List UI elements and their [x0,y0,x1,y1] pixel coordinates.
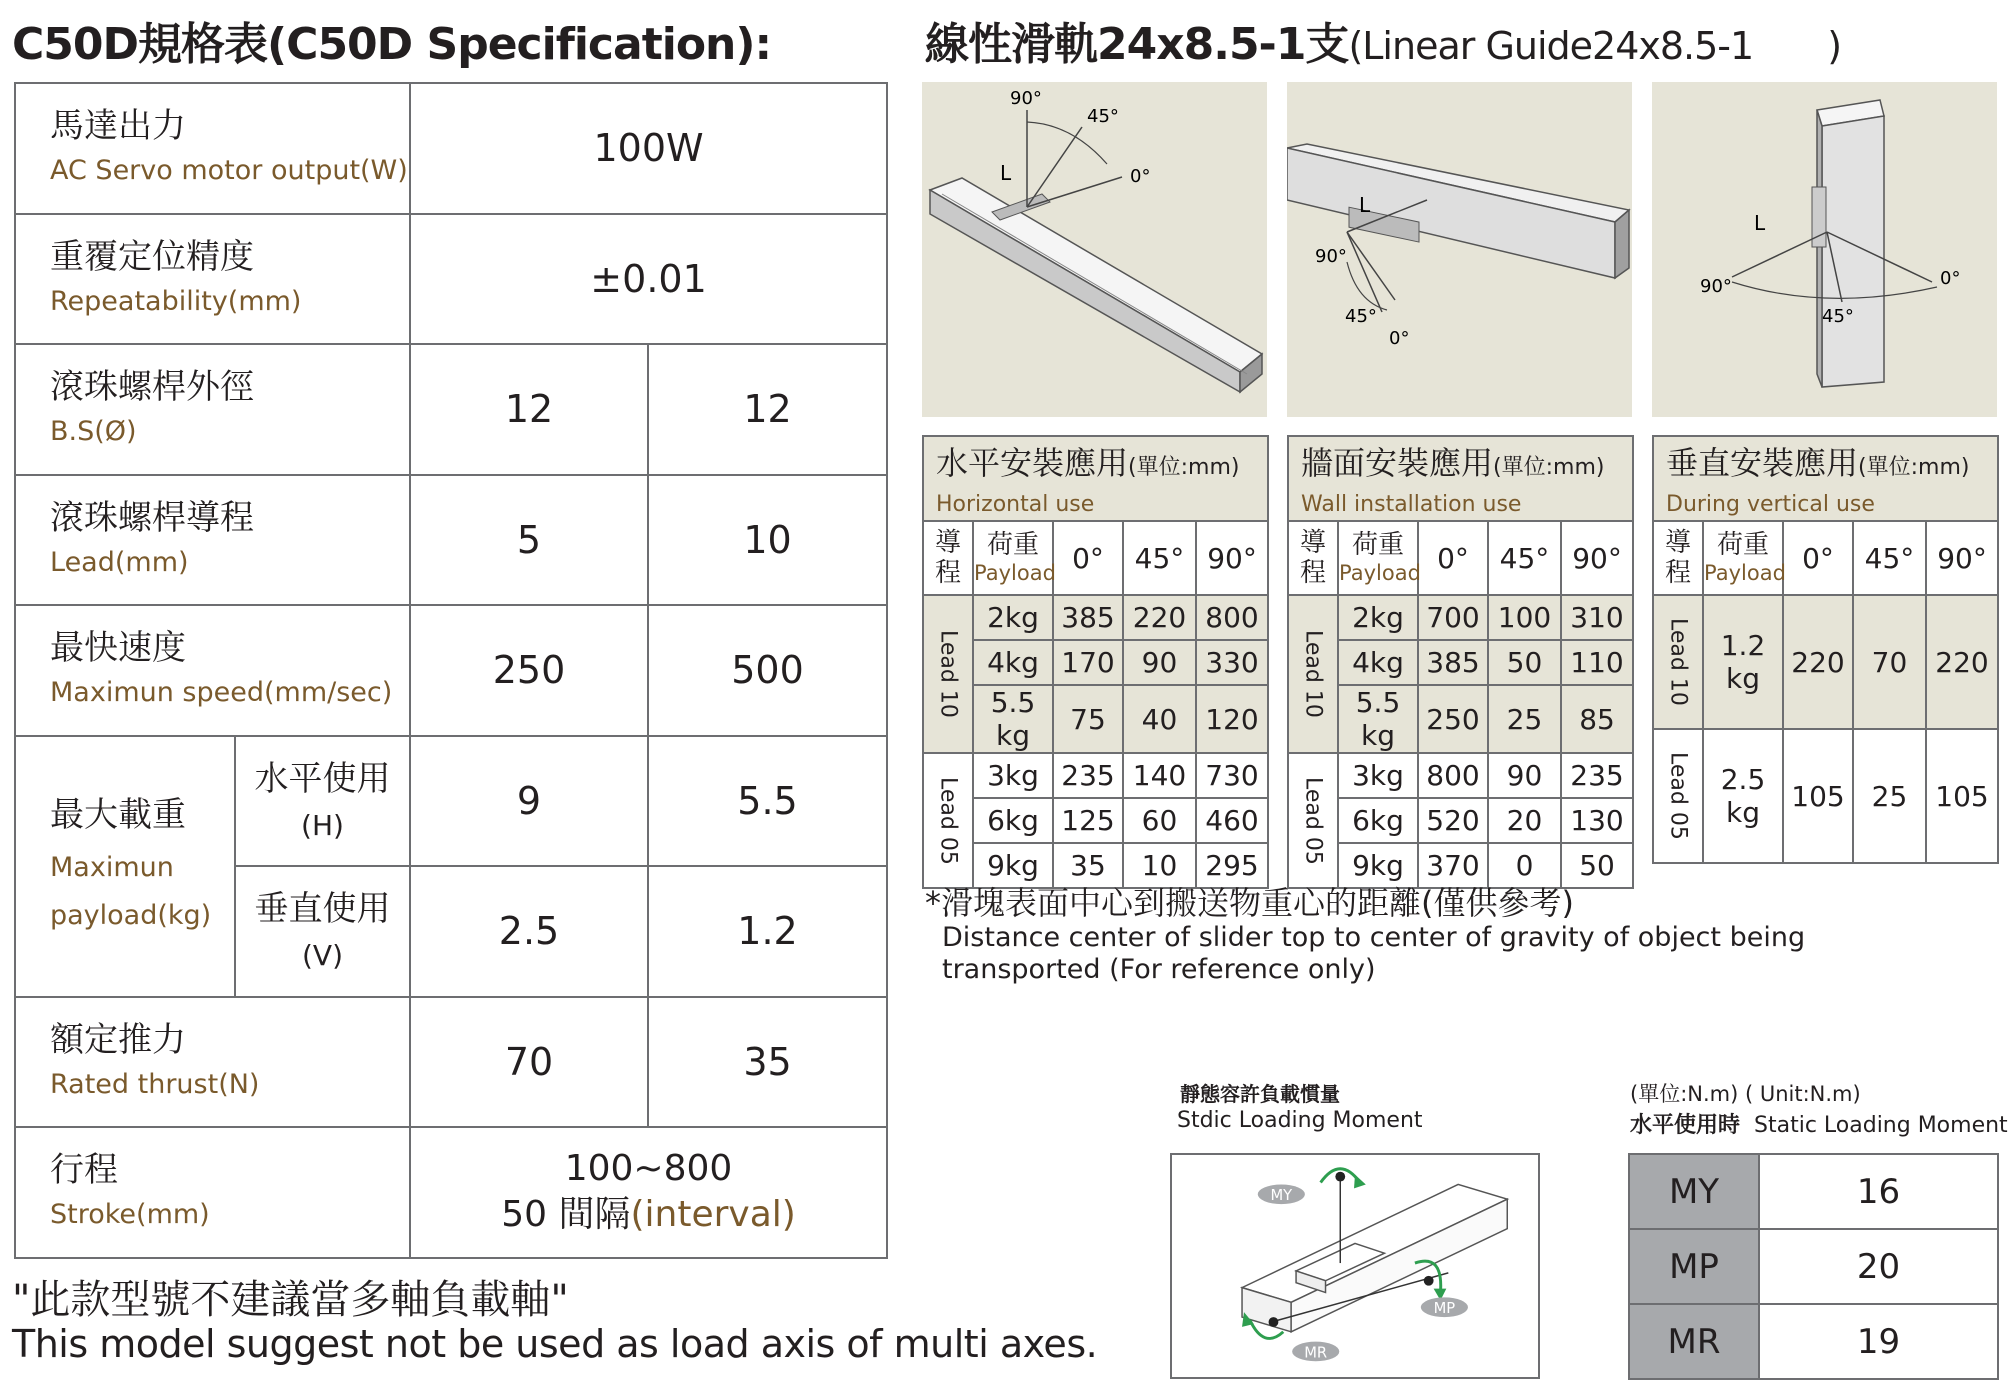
wall-load-title [1301,437,1632,490]
table-row [1288,685,1633,753]
moment-table [1628,1153,1999,1380]
table-cell: 220 [1783,595,1853,729]
payload-v-label [235,866,410,997]
table-cell: 370 [1418,843,1488,888]
horizontal-distance-label: L [1000,161,1012,185]
lead-label-zh: 滾珠螺桿導程 [50,497,254,538]
col-payload-zh: 荷重 [1716,530,1769,560]
payload-label-cell [15,736,235,997]
moment-key-mr: MR [1629,1304,1759,1379]
static-moment-en: Static Loading Moment [1754,1113,2008,1138]
table-row [1288,798,1633,843]
table-cell: 5.5 kg [1338,685,1418,753]
moment-value-mp: 20 [1759,1229,1998,1304]
moment-unit: (單位:N.m) ( Unit:N.m) [1630,1082,1861,1106]
moment-diagram [1170,1153,1540,1379]
vertical-load-header [1653,436,1998,521]
distance-note-zh: *滑塊表面中心到搬送物重心的距離(僅供參考) [925,884,1574,922]
distance-note-en-line2: transported (For reference only) [942,954,1376,985]
table-cell: 70 [1853,595,1926,729]
table-row [923,595,1268,640]
spec-label-cell [15,605,410,736]
moment-title-en: Stdic Loading Moment [1177,1108,1423,1133]
static-moment-zh: 水平使用時 [1630,1113,1741,1138]
vertical-mount-diagram [1652,82,1997,417]
stroke-label-en: Stroke(mm) [50,1199,210,1231]
table-cell: 90 [1488,753,1561,798]
bs-label-en: B.S(Ø) [50,416,137,448]
horizontal-angle-0-label: 0° [1130,166,1151,187]
col-0-header: 0° [1418,521,1488,595]
stroke-interval-zh: 50 間隔 [501,1194,631,1236]
payload-h-label [235,736,410,867]
bs-value-2: 12 [648,344,887,475]
spec-row-speed [15,605,887,736]
table-row [1629,1154,1998,1229]
col-45-header: 45° [1853,521,1926,595]
speed-label-zh: 最快速度 [50,628,186,669]
table-cell: 130 [1561,798,1633,843]
vertical-load-title-en: During vertical use [1666,492,1875,517]
wall-angle-90-label: 90° [1315,246,1347,267]
stroke-value [410,1127,887,1258]
col-payload-zh: 荷重 [986,530,1039,560]
table-cell: 1.2 kg [1703,595,1783,729]
table-cell: 3kg [1338,753,1418,798]
spec-table [14,82,888,1259]
motor-label-en: AC Servo motor output(W) [50,155,408,187]
spec-label-cell [15,475,410,606]
table-cell: 9kg [973,843,1053,888]
payload-h-en: (H) [301,808,344,842]
spec-label-cell [15,997,410,1128]
vertical-load-title [1666,437,1997,490]
col-45-header: 45° [1488,521,1561,595]
table-cell: 295 [1196,843,1268,888]
table-cell: 170 [1053,640,1123,685]
table-cell: 20 [1488,798,1561,843]
vertical-mount-illustration [1652,82,1997,417]
table-cell: 25 [1853,729,1926,863]
vertical-angle-45-label: 45° [1822,306,1854,327]
multi-axis-note-zh: "此款型號不建議當多軸負載軸" [12,1277,569,1323]
horizontal-angle-90-label: 90° [1010,88,1042,109]
spec-label-cell [15,344,410,475]
table-cell: 220 [1926,595,1998,729]
col-lead-header: 導程 [923,521,973,595]
moment-illustration [1172,1155,1538,1377]
col-0-header: 0° [1783,521,1853,595]
table-cell: 6kg [973,798,1053,843]
col-90-header: 90° [1196,521,1268,595]
col-90-header: 90° [1561,521,1633,595]
motor-value: 100W [410,83,887,214]
table-cell: 105 [1783,729,1853,863]
lead-05-label: Lead 05 [1653,729,1703,863]
col-payload-header [973,521,1056,595]
speed-value-1: 250 [410,605,648,736]
speed-label-en: Maximun speed(mm/sec) [50,677,393,709]
horizontal-load-table [922,435,1269,889]
spec-row-bs [15,344,887,475]
table-row [1288,640,1633,685]
table-row [1653,595,1998,729]
spec-row-thrust [15,997,887,1128]
table-cell: 330 [1196,640,1268,685]
table-cell: 90 [1123,640,1196,685]
payload-label-zh: 最大載重 [50,795,186,835]
horizontal-angle-45-label: 45° [1087,106,1119,127]
table-cell: 700 [1418,595,1488,640]
linear-guide-title [925,8,1841,72]
table-row [1288,595,1633,640]
col-45-header: 45° [1123,521,1196,595]
col-90-header: 90° [1926,521,1998,595]
payload-h-value-2: 5.5 [648,736,887,867]
speed-value-2: 500 [648,605,887,736]
payload-h-value-1: 9 [410,736,648,867]
table-cell: 2.5 kg [1703,729,1783,863]
col-payload-en: Payload [974,561,1056,585]
table-cell: 235 [1053,753,1123,798]
wall-load-title-zh: 牆面安裝應用 [1301,444,1494,482]
wall-mount-illustration [1287,82,1632,417]
table-cell: 800 [1418,753,1488,798]
table-cell: 6kg [1338,798,1418,843]
table-cell: 50 [1488,640,1561,685]
repeat-value: ±0.01 [410,214,887,345]
table-cell: 35 [1053,843,1123,888]
lead-05-label: Lead 05 [923,753,973,888]
table-row [923,685,1268,753]
table-cell: 100 [1488,595,1561,640]
lead-05-label: Lead 05 [1288,753,1338,888]
table-cell: 235 [1561,753,1633,798]
table-cell: 220 [1123,595,1196,640]
table-cell: 250 [1418,685,1488,753]
thrust-label-en: Rated thrust(N) [50,1068,260,1100]
distance-note-en-line1: Distance center of slider top to center of gravity of object being [942,922,1806,953]
wall-angle-0-label: 0° [1389,328,1410,349]
col-payload-zh: 荷重 [1351,530,1404,560]
spec-row-lead [15,475,887,606]
vertical-angle-90-label: 90° [1700,276,1732,297]
horizontal-load-title-en: Horizontal use [936,492,1095,517]
repeat-label-zh: 重覆定位精度 [50,236,254,277]
vertical-angle-0-label: 0° [1940,268,1961,289]
table-cell: 9kg [1338,843,1418,888]
multi-axis-note-en: This model suggest not be used as load axis of multi axes. [12,1322,1098,1366]
wall-mount-diagram [1287,82,1632,417]
stroke-label-zh: 行程 [50,1150,118,1191]
col-payload-en: Payload [1339,561,1421,585]
moment-value-my: 16 [1759,1154,1998,1229]
lead-10-label: Lead 10 [1288,595,1338,753]
wall-load-unit: (單位:mm) [1493,455,1605,480]
col-lead-header: 導程 [1653,521,1703,595]
bs-value-1: 12 [410,344,648,475]
table-row [923,640,1268,685]
bs-label-zh: 滾珠螺桿外徑 [50,367,254,408]
table-cell: 4kg [1338,640,1418,685]
spec-row-repeatability [15,214,887,345]
table-cell: 25 [1488,685,1561,753]
col-0-header: 0° [1053,521,1123,595]
table-cell: 800 [1196,595,1268,640]
mp-label: MP [1433,1300,1456,1318]
table-row [923,798,1268,843]
wall-angle-45-label: 45° [1345,306,1377,327]
wall-distance-label: L [1359,193,1371,217]
col-payload-header [1703,521,1786,595]
payload-h-zh: 水平使用 [254,758,391,799]
lead-10-label: Lead 10 [923,595,973,753]
table-cell: 75 [1053,685,1123,753]
table-cell: 2kg [1338,595,1418,640]
vertical-load-title-zh: 垂直安裝應用 [1666,444,1859,482]
table-cell: 60 [1123,798,1196,843]
table-cell: 4kg [973,640,1053,685]
linear-guide-title-rest: (Linear Guide24x8.5-1 ) [1348,24,1842,68]
spec-row-motor [15,83,887,214]
stroke-value-range: 100~800 [564,1148,733,1190]
vertical-load-table [1652,435,1999,864]
horizontal-mount-diagram [922,82,1267,417]
wall-load-header [1288,436,1633,521]
table-cell: 125 [1053,798,1123,843]
spec-label-cell [15,1127,410,1258]
table-cell: 5.5 kg [973,685,1053,753]
thrust-value-2: 35 [648,997,887,1128]
table-cell: 120 [1196,685,1268,753]
payload-label-en-2: payload(kg) [50,900,212,931]
table-row [923,753,1268,798]
payload-v-zh: 垂直使用 [254,889,391,930]
payload-v-value-2: 1.2 [648,866,887,997]
table-row [1288,753,1633,798]
horizontal-mount-illustration [922,82,1267,417]
payload-label-en-1: Maximun [50,852,174,883]
my-label: MY [1270,1187,1293,1205]
payload-v-value-1: 2.5 [410,866,648,997]
thrust-label-zh: 額定推力 [50,1019,186,1060]
table-cell: 10 [1123,843,1196,888]
stroke-value-interval [411,1192,886,1238]
moment-value-mr: 19 [1759,1304,1998,1379]
table-cell: 110 [1561,640,1633,685]
lead-10-label: Lead 10 [1653,595,1703,729]
moment-key-my: MY [1629,1154,1759,1229]
lead-value-1: 5 [410,475,648,606]
spec-title: C50D規格表(C50D Specification): [12,19,772,70]
spec-label-cell [15,83,410,214]
vertical-distance-label: L [1754,211,1766,235]
table-cell: 105 [1926,729,1998,863]
horizontal-load-header [923,436,1268,521]
table-row [1629,1304,1998,1379]
motor-label-zh: 馬達出力 [50,106,186,147]
table-cell: 460 [1196,798,1268,843]
mr-label: MR [1304,1344,1328,1362]
payload-v-en: (V) [302,939,344,973]
spec-label-cell [15,214,410,345]
table-cell: 85 [1561,685,1633,753]
repeat-label-en: Repeatability(mm) [50,285,302,317]
moment-key-mp: MP [1629,1229,1759,1304]
table-row [1629,1229,1998,1304]
table-cell: 0 [1488,843,1561,888]
wall-load-table [1287,435,1634,889]
table-cell: 385 [1053,595,1123,640]
table-row [1653,729,1998,863]
table-cell: 385 [1418,640,1488,685]
table-cell: 40 [1123,685,1196,753]
table-cell: 520 [1418,798,1488,843]
thrust-value-1: 70 [410,997,648,1128]
table-cell: 310 [1561,595,1633,640]
linear-guide-title-main: 線性滑軌24x8.5-1支 [925,19,1349,70]
stroke-interval-en: (interval) [630,1194,796,1236]
table-cell: 140 [1123,753,1196,798]
col-payload-header [1338,521,1421,595]
lead-label-en: Lead(mm) [50,546,189,578]
table-cell: 730 [1196,753,1268,798]
spec-row-payload-h [15,736,887,867]
table-cell: 2kg [973,595,1053,640]
table-cell: 50 [1561,843,1633,888]
wall-load-title-en: Wall installation use [1301,492,1522,517]
col-lead-header: 導程 [1288,521,1338,595]
vertical-load-unit: (單位:mm) [1858,455,1970,480]
table-cell: 3kg [973,753,1053,798]
static-moment-heading [1630,1108,2008,1139]
spec-row-stroke [15,1127,887,1258]
moment-title-zh: 靜態容許負載慣量 [1180,1082,1340,1106]
lead-value-2: 10 [648,475,887,606]
col-payload-en: Payload [1704,561,1786,585]
horizontal-load-title [936,437,1267,490]
horizontal-load-unit: (單位:mm) [1128,455,1240,480]
horizontal-load-title-zh: 水平安裝應用 [936,444,1129,482]
